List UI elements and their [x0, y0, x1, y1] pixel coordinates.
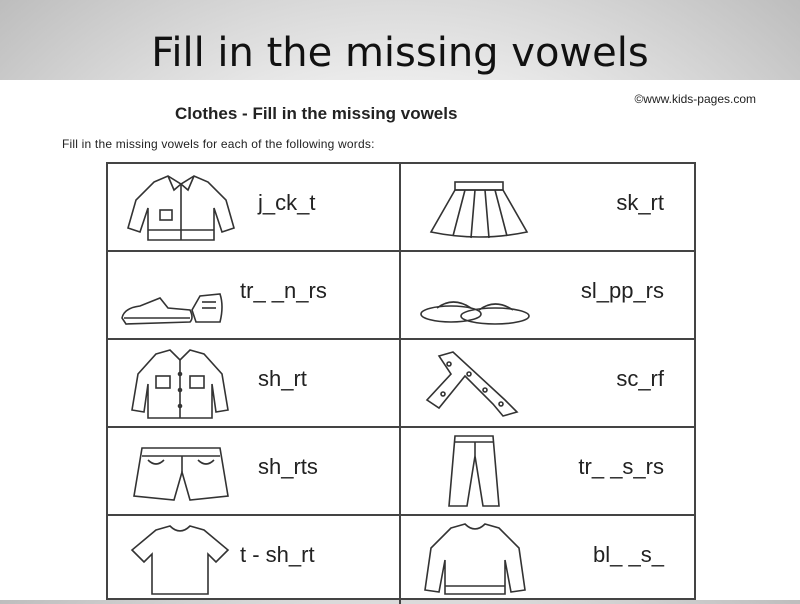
- word-grid: [106, 162, 696, 600]
- t-shirt-icon: [116, 522, 246, 596]
- word-blank: sl_pp_rs: [580, 278, 664, 303]
- slide-title: Fill in the missing vowels: [151, 30, 649, 76]
- grid-cell-slippers: [401, 252, 694, 340]
- grid-cell-skirt: [401, 164, 694, 252]
- shorts-icon: [116, 434, 246, 508]
- grid-cell-t-shirt: [108, 516, 401, 604]
- word-blank: tr_ _n_rs: [240, 278, 327, 303]
- grid-cell-trainers: [108, 252, 401, 340]
- word-blank: bl_ _s_: [593, 542, 664, 567]
- worksheet: [0, 80, 800, 600]
- scarf-icon: [409, 346, 539, 420]
- grid-cell-shirt: [108, 340, 401, 428]
- shirt-icon: [116, 346, 246, 420]
- worksheet-credit: ©www.kids-pages.com: [634, 92, 756, 106]
- skirt-icon: [409, 170, 539, 244]
- grid-cell-scarf: [401, 340, 694, 428]
- grid-cell-trousers: [401, 428, 694, 516]
- word-blank: sk_rt: [616, 190, 664, 215]
- grid-cell-shorts: [108, 428, 401, 516]
- word-blank: j_ck_t: [258, 190, 316, 215]
- worksheet-title: Clothes - Fill in the missing vowels: [175, 104, 458, 123]
- grid-cell-jacket: [108, 164, 401, 252]
- jacket-icon: [116, 170, 246, 244]
- word-blank: sh_rts: [258, 454, 318, 479]
- trainers-icon: [116, 258, 246, 332]
- word-blank: tr_ _s_rs: [578, 454, 664, 479]
- word-blank: sc_rf: [616, 366, 664, 391]
- word-blank: t - sh_rt: [240, 542, 315, 567]
- blouse-icon: [409, 522, 539, 596]
- word-blank: sh_rt: [258, 366, 307, 391]
- worksheet-instructions: Fill in the missing vowels for each of the following words:: [62, 137, 375, 151]
- grid-cell-blouse: [401, 516, 694, 604]
- trousers-icon: [409, 434, 539, 508]
- slippers-icon: [409, 258, 539, 332]
